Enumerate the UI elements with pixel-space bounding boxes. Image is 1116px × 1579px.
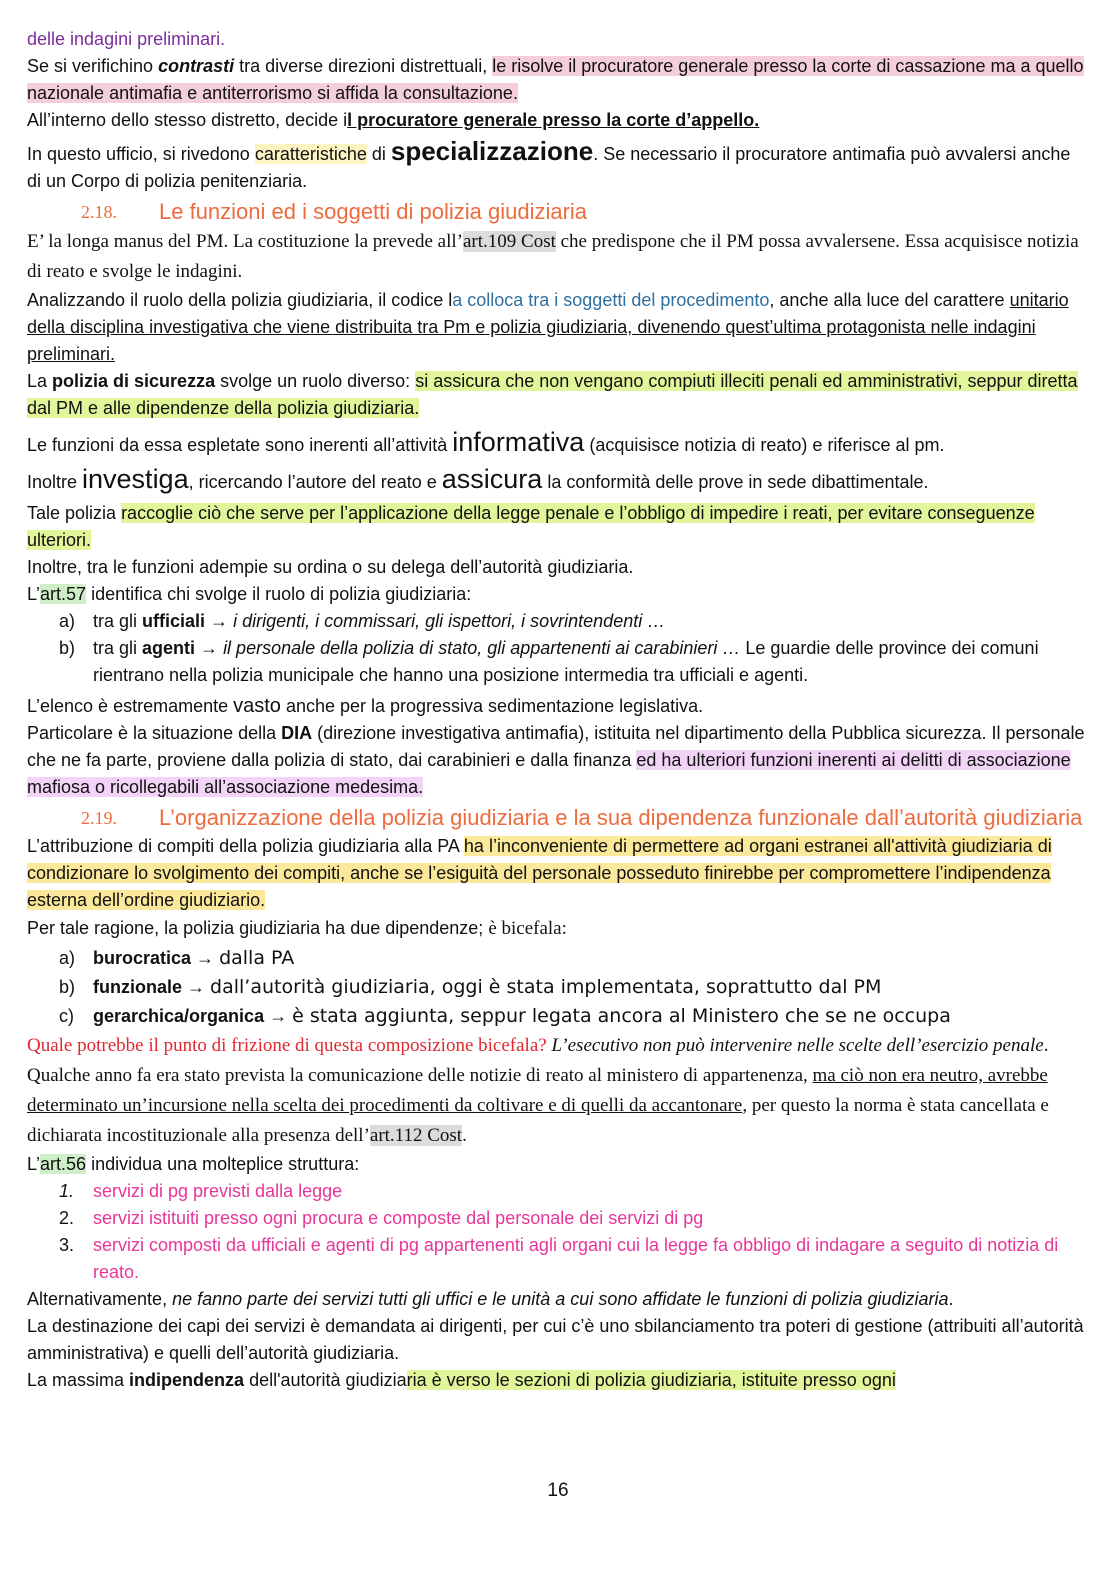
paragraph: La destinazione dei capi dei servizi è demandata ai dirigenti, per cui c’è uno sbilanciamento tra poteri di gestione (attribuiti all’autorità amministrativa) e quelli dell’autorità giudiziaria. bbox=[27, 1316, 1084, 1363]
section-heading-2-19: 2.19. L’organizzazione della polizia giudiziaria e la sua dipendenza funzionale dall’autorità giudiziaria bbox=[81, 805, 1083, 830]
list-item: c) gerarchica/organica → è stata aggiunta, seppur legata ancora al Ministero che se ne occupa bbox=[59, 1005, 951, 1027]
paragraph: Analizzando il ruolo della polizia giudiziaria, il codice la colloca tra i soggetti del procedimento, anche alla luce del carattere unitario della disciplina investigativa che viene distribuita tra Pm e polizia giudiziaria, divenendo quest’ultima protagonista nelle indagini preliminari. bbox=[27, 290, 1069, 364]
paragraph: Per tale ragione, la polizia giudiziaria ha due dipendenze; è bicefala: bbox=[27, 918, 567, 939]
paragraph: Particolare è la situazione della DIA (direzione investigativa antimafia), istituita nel dipartimento della Pubblica sicurezza. Il personale che ne fa parte, proviene dalla polizia di stato, dai carabinieri e dalla finanza ed ha ulteriori funzioni inerenti ai delitti di associazione mafiosa o ricollegabili all’associazione medesima. bbox=[27, 723, 1085, 797]
paragraph: Tale polizia raccoglie ciò che serve per l’applicazione della legge penale e l’obbligo di impedire i reati, per evitare conseguenze ulteriori. bbox=[27, 503, 1035, 550]
page-number: 16 bbox=[547, 1480, 569, 1501]
list-item: 3. servizi composti da ufficiali e agenti di pg appartenenti agli organi cui la legge fa obbligo di indagare a seguito di notizia di reato. bbox=[59, 1235, 1059, 1282]
paragraph: La polizia di sicurezza svolge un ruolo diverso: si assicura che non vengano compiuti illeciti penali ed amministrativi, seppur diretta dal PM e alle dipendenze della polizia giudiziaria. bbox=[27, 371, 1078, 418]
paragraph: Le funzioni da essa espletate sono inerenti all’attività informativa (acquisisce notizia di reato) e riferisce al pm. bbox=[27, 427, 945, 457]
list-dipendenze bbox=[27, 944, 1087, 1031]
list-item: 1. servizi di pg previsti dalla legge bbox=[59, 1181, 343, 1201]
list-art56 bbox=[27, 1178, 1087, 1286]
paragraph: All’interno dello stesso distretto, decide il procuratore generale presso la corte d’appello. bbox=[27, 110, 760, 130]
paragraph: Alternativamente, ne fanno parte dei servizi tutti gli uffici e le unità a cui sono affidate le funzioni di polizia giudiziaria. bbox=[27, 1289, 954, 1309]
paragraph: L’art.57 identifica chi svolge il ruolo di polizia giudiziaria: bbox=[27, 584, 472, 604]
paragraph: L’art.56 individua una molteplice struttura: bbox=[27, 1154, 360, 1174]
paragraph: Quale potrebbe il punto di frizione di questa composizione bicefala? L’esecutivo non può intervenire nelle scelte dell’esercizio penale. Qualche anno fa era stato prevista la comunicazione delle notizie di reato al ministero di appartenenza, ma ciò non era neutro, avrebbe determinato un’incursione nella scelta dei procedimenti da coltivare e di quelli da accantonare, per questo la norma è stata cancellata e dichiarata incostituzionale alla presenza dell’art.112 Cost. bbox=[27, 1035, 1049, 1146]
list-item: 2. servizi istituiti presso ogni procura e composte dal personale dei servizi di pg bbox=[59, 1208, 704, 1228]
document-page bbox=[27, 26, 1087, 1394]
paragraph: Inoltre, tra le funzioni adempie su ordina o su delega dell’autorità giudiziaria. bbox=[27, 557, 634, 577]
list-art57 bbox=[27, 608, 1087, 689]
list-item: a) burocratica → dalla PA bbox=[59, 947, 295, 969]
paragraph: L’elenco è estremamente vasto anche per la progressiva sedimentazione legislativa. bbox=[27, 695, 704, 717]
paragraph: In questo ufficio, si rivedono caratteristiche di specializzazione. Se necessario il procuratore antimafia può avvalersi anche di un Corpo di polizia penitenziaria. bbox=[27, 136, 1071, 191]
paragraph: E’ la longa manus del PM. La costituzione la prevede all’art.109 Cost che predispone che il PM possa avvalersene. Essa acquisisce notizia di reato e svolge le indagini. bbox=[27, 231, 1079, 282]
list-item: a) tra gli ufficiali → i dirigenti, i commissari, gli ispettori, i sovrintendenti … bbox=[59, 611, 666, 631]
paragraph: L’attribuzione di compiti della polizia giudiziaria alla PA ha l’inconveniente di permettere ad organi estranei all'attività giudiziaria di condizionare lo svolgimento dei compiti, anche se l’esiguità del personale posseduto finirebbe per compromettere l’indipendenza esterna dell’ordine giudiziario. bbox=[27, 836, 1052, 910]
list-item: b) funzionale → dall’autorità giudiziaria, oggi è stata implementata, soprattutto dal PM bbox=[59, 976, 882, 998]
paragraph: La massima indipendenza dell'autorità giudiziaria è verso le sezioni di polizia giudiziaria, istituite presso ogni bbox=[27, 1370, 896, 1390]
paragraph: Se si verifichino contrasti tra diverse direzioni distrettuali, le risolve il procuratore generale presso la corte di cassazione ma a quello nazionale antimafia e antiterrorismo si affida la consultazione. bbox=[27, 56, 1084, 103]
paragraph: Inoltre investiga, ricercando l’autore del reato e assicura la conformità delle prove in sede dibattimentale. bbox=[27, 464, 929, 494]
list-item: b) tra gli agenti → il personale della polizia di stato, gli appartenenti ai carabinieri … Le guardie delle province dei comuni rientrano nella polizia municipale che hanno una posizione intermedia tra ufficiali e agenti. bbox=[59, 638, 1039, 685]
section-heading-2-18: 2.18. Le funzioni ed i soggetti di polizia giudiziaria bbox=[81, 199, 588, 224]
paragraph: delle indagini preliminari. bbox=[27, 29, 226, 49]
